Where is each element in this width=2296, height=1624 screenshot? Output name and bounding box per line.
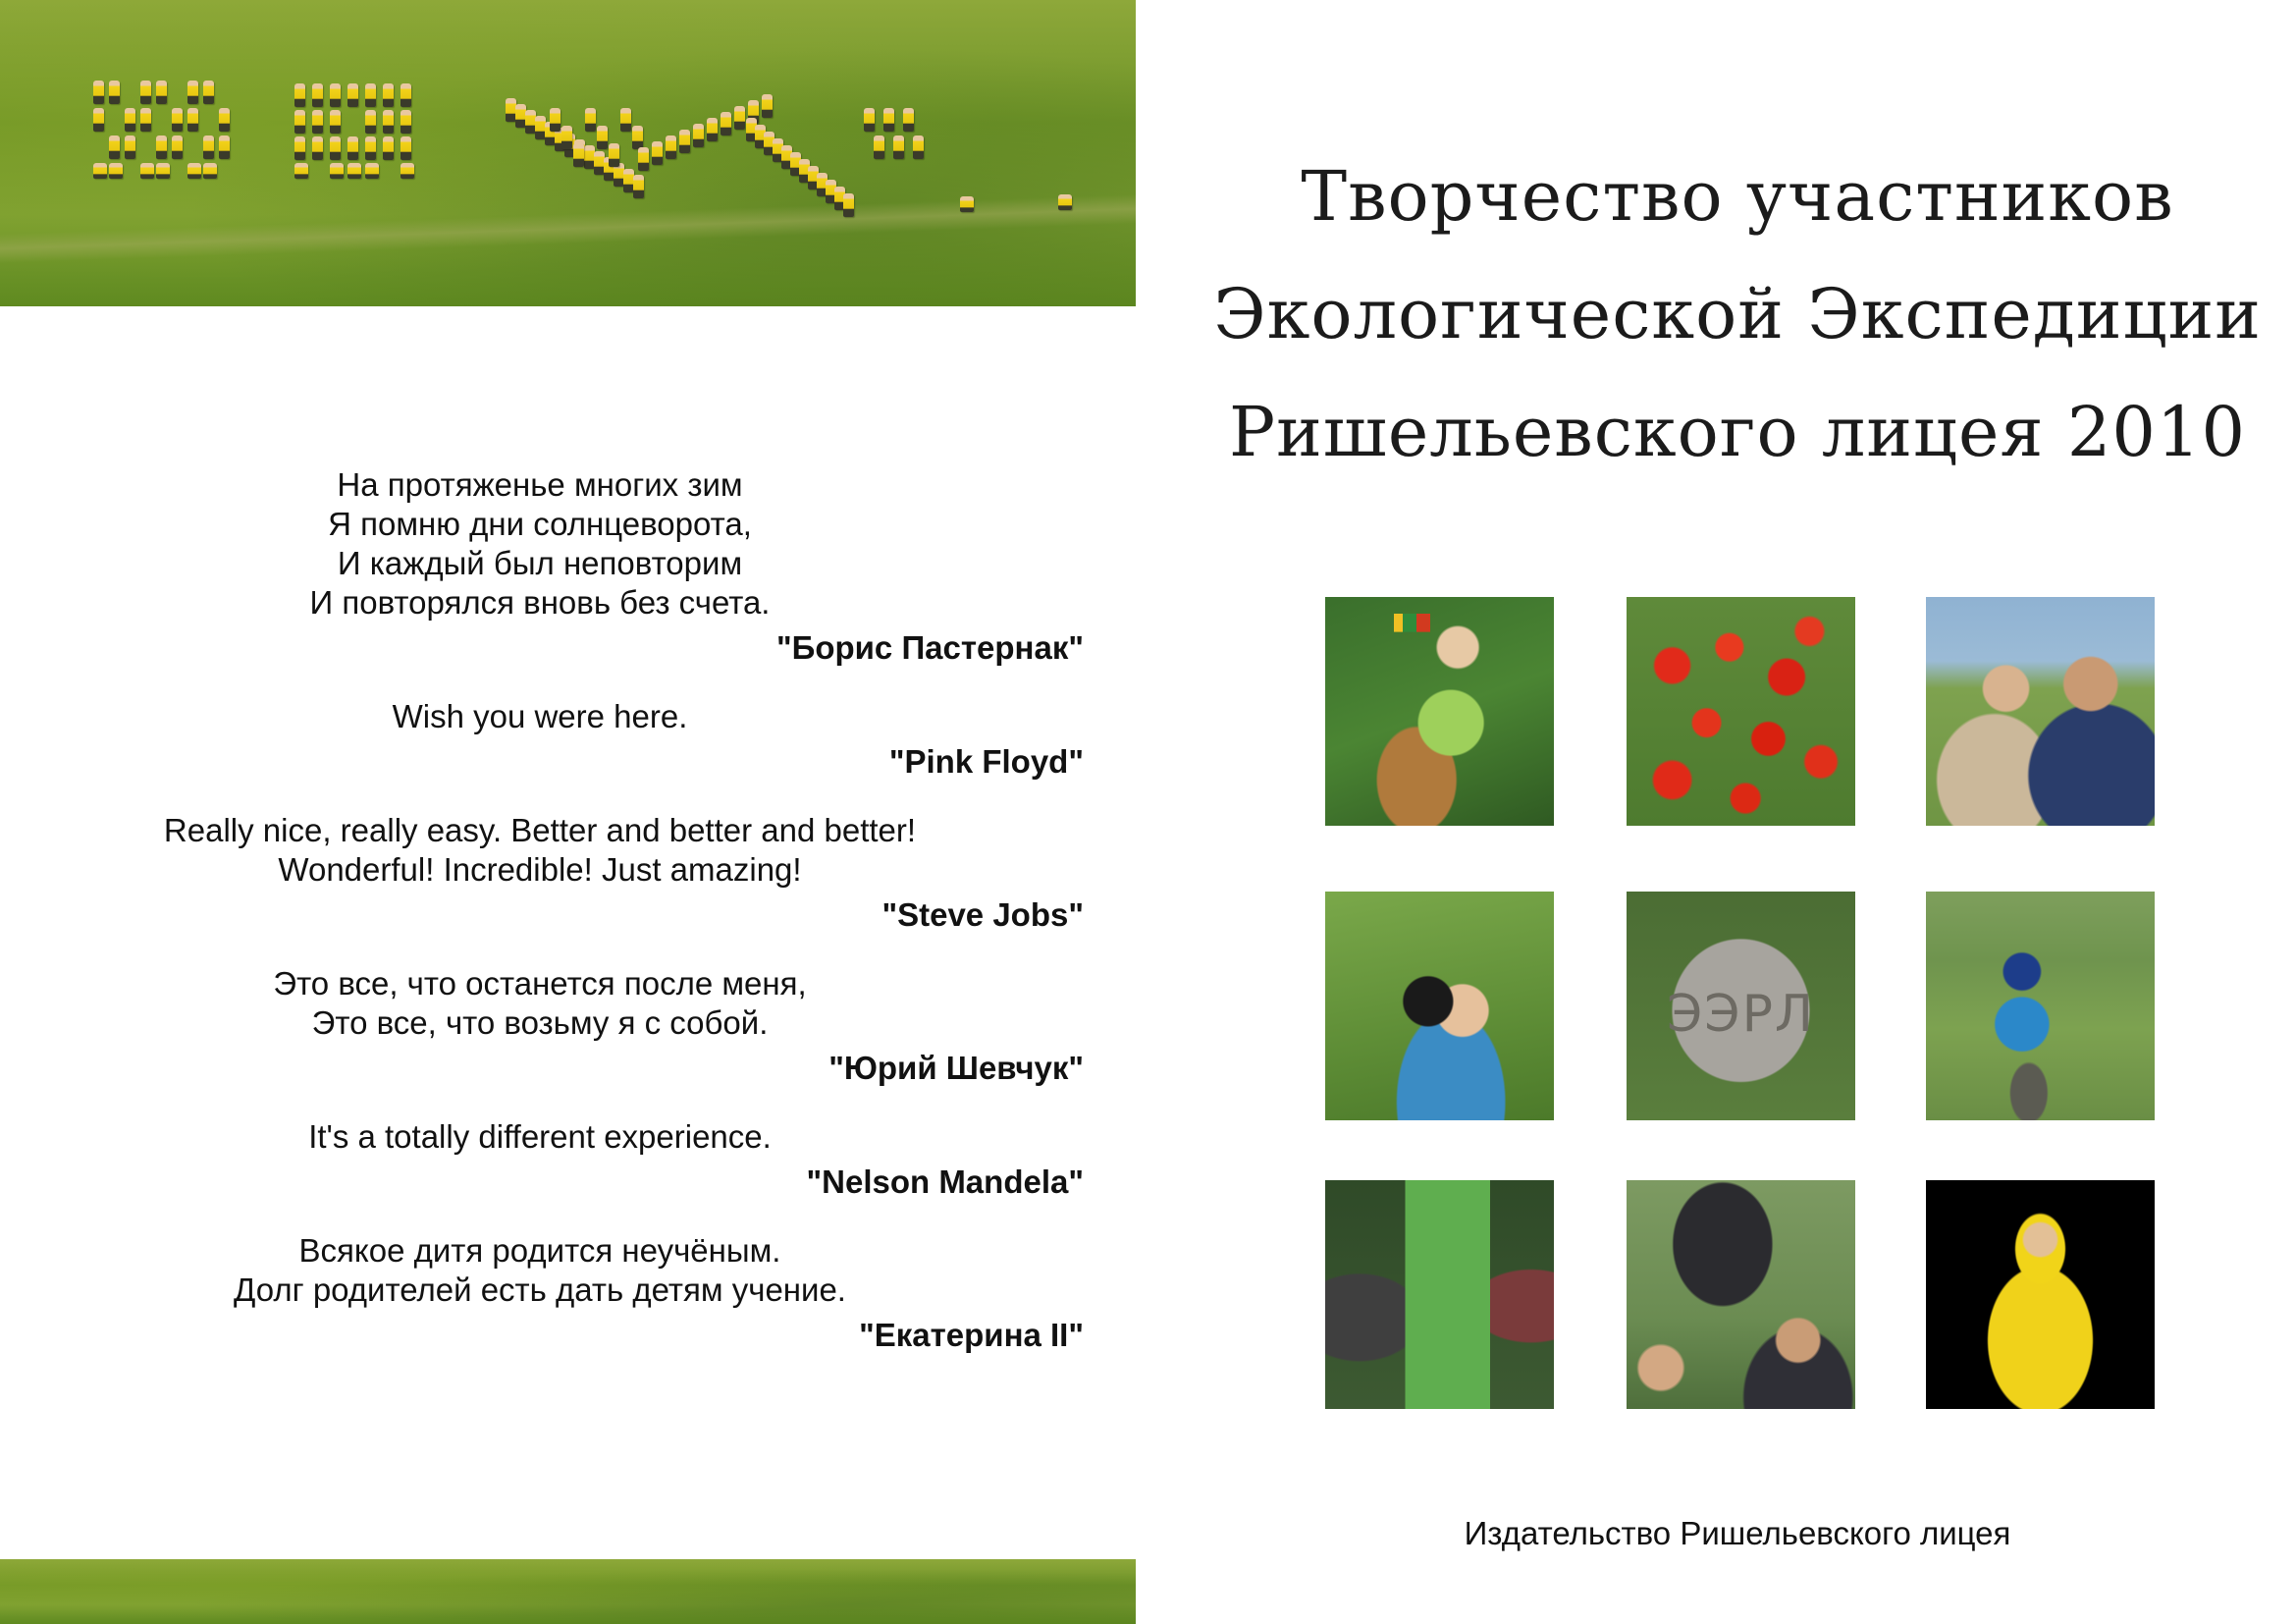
- person-figure: [203, 163, 217, 179]
- person-figure: [721, 112, 731, 135]
- person-figure: [312, 136, 323, 160]
- person-figure: [561, 126, 572, 149]
- person-figure: [109, 135, 120, 159]
- photo-guitar-player: [1325, 597, 1554, 826]
- person-figure: [294, 83, 305, 107]
- person-figure: [172, 108, 183, 132]
- person-figure: [400, 136, 411, 160]
- quote-line: На протяженье многих зим: [337, 466, 743, 503]
- person-figure: [187, 163, 201, 179]
- person-figure: [312, 110, 323, 134]
- photo-yellow-raincoat: [1926, 1180, 2155, 1409]
- photo-balloon-launch: [1627, 1180, 1855, 1409]
- person-figure: [93, 81, 104, 104]
- person-figure: [734, 106, 745, 130]
- quote-line: Долг родителей есть дать детям учение.: [234, 1272, 846, 1308]
- quote-line: Это все, что останется после меня,: [273, 965, 807, 1001]
- person-figure: [652, 141, 663, 165]
- person-figure: [140, 163, 154, 179]
- photo-blindfolded-boy: [1926, 892, 2155, 1120]
- person-figure: [620, 108, 631, 132]
- person-figure: [400, 110, 411, 134]
- person-figure: [365, 83, 376, 107]
- quote-block: [0, 1231, 1136, 1355]
- quote-line: И повторялся вновь без счета.: [309, 584, 771, 621]
- stone-inscription: ЭЭРЛ: [1666, 985, 1816, 1044]
- quote-block: [0, 465, 1136, 668]
- person-figure: [294, 163, 308, 179]
- quote-block: [0, 697, 1136, 782]
- person-figure: [585, 108, 596, 132]
- quote-line: Really nice, really easy. Better and better and better!: [163, 812, 917, 848]
- person-figure: [1058, 194, 1072, 210]
- person-figure: [960, 196, 974, 212]
- person-figure: [707, 118, 718, 141]
- quotes-column: [0, 465, 1136, 1384]
- title-line: Творчество участников: [1301, 156, 2174, 237]
- person-figure: [219, 108, 230, 132]
- top-banner-photo: [0, 0, 1136, 306]
- photo-banner-group: [1325, 1180, 1554, 1409]
- person-figure: [203, 81, 214, 104]
- quote-author: "Steve Jobs": [881, 896, 1084, 933]
- person-figure: [347, 136, 358, 160]
- person-figure: [330, 83, 341, 107]
- person-figure: [294, 110, 305, 134]
- person-figure: [638, 147, 649, 171]
- person-figure: [893, 135, 904, 159]
- photo-stone-carving: [1627, 892, 1855, 1120]
- person-figure: [93, 163, 107, 179]
- person-figure: [347, 163, 361, 179]
- quote-line: Всякое дитя родится неучёным.: [298, 1232, 781, 1269]
- person-figure: [312, 83, 323, 107]
- person-figure: [864, 108, 875, 132]
- bottom-banner-photo: [0, 1559, 1136, 1624]
- quote-author: "Борис Пастернак": [775, 629, 1084, 666]
- person-figure: [187, 108, 198, 132]
- quote-block: [0, 1117, 1136, 1202]
- person-figure: [843, 193, 854, 217]
- person-figure: [172, 135, 183, 159]
- quote-line: Это все, что возьму я с собой.: [311, 1004, 769, 1041]
- person-figure: [365, 110, 376, 134]
- quote-line: Wonderful! Incredible! Just amazing!: [278, 851, 802, 888]
- photo-poppies: [1627, 597, 1855, 826]
- person-figure: [573, 143, 584, 167]
- person-figure: [294, 136, 305, 160]
- person-figure: [347, 83, 358, 107]
- person-figure: [219, 135, 230, 159]
- person-figure: [400, 163, 414, 179]
- person-figure: [633, 175, 644, 198]
- person-figure: [125, 108, 135, 132]
- quote-block: [0, 811, 1136, 935]
- title-line: Ришельевского лицея 2010: [1229, 392, 2246, 472]
- person-figure: [156, 163, 170, 179]
- quote-block: [0, 964, 1136, 1088]
- quote-line: Я помню дни солнцеворота,: [328, 506, 752, 542]
- person-figure: [140, 108, 151, 132]
- person-figure: [632, 126, 643, 149]
- quote-line: It's a totally different experience.: [308, 1118, 772, 1155]
- person-figure: [140, 81, 151, 104]
- person-figure: [883, 108, 894, 132]
- person-figure: [187, 81, 198, 104]
- person-figure: [383, 136, 394, 160]
- quote-author: "Екатерина II": [859, 1317, 1084, 1353]
- quote-line: Wish you were here.: [392, 698, 688, 734]
- person-figure: [93, 108, 104, 132]
- person-figure: [693, 124, 704, 147]
- person-figure: [903, 108, 914, 132]
- person-figure: [762, 94, 773, 118]
- person-figure: [365, 163, 379, 179]
- person-figure: [330, 136, 341, 160]
- person-figure: [609, 143, 619, 167]
- person-figure: [109, 81, 120, 104]
- person-figure: [400, 83, 411, 107]
- book-title: [1178, 137, 2296, 491]
- person-figure: [679, 130, 690, 153]
- quote-author: "Nelson Mandela": [806, 1164, 1084, 1200]
- person-figure: [383, 110, 394, 134]
- photo-photographer: [1325, 892, 1554, 1120]
- quote-line: И каждый был неповторим: [337, 545, 743, 581]
- person-figure: [874, 135, 884, 159]
- quote-author: "Юрий Шевчук": [828, 1050, 1084, 1086]
- person-figure: [330, 163, 344, 179]
- publisher-line: Издательство Ришельевского лицея: [1464, 1515, 2011, 1551]
- title-line: Экологической Экспедиции: [1213, 274, 2262, 354]
- person-figure: [109, 163, 123, 179]
- person-figure: [365, 136, 376, 160]
- photo-two-friends: [1926, 597, 2155, 826]
- person-figure: [913, 135, 924, 159]
- person-figure: [156, 135, 167, 159]
- person-figure: [330, 110, 341, 134]
- person-figure: [666, 135, 676, 159]
- person-figure: [156, 81, 167, 104]
- person-figure: [203, 135, 214, 159]
- person-figure: [550, 108, 561, 132]
- person-figure: [383, 83, 394, 107]
- person-figure: [125, 135, 135, 159]
- quote-author: "Pink Floyd": [888, 743, 1084, 780]
- person-figure: [597, 126, 608, 149]
